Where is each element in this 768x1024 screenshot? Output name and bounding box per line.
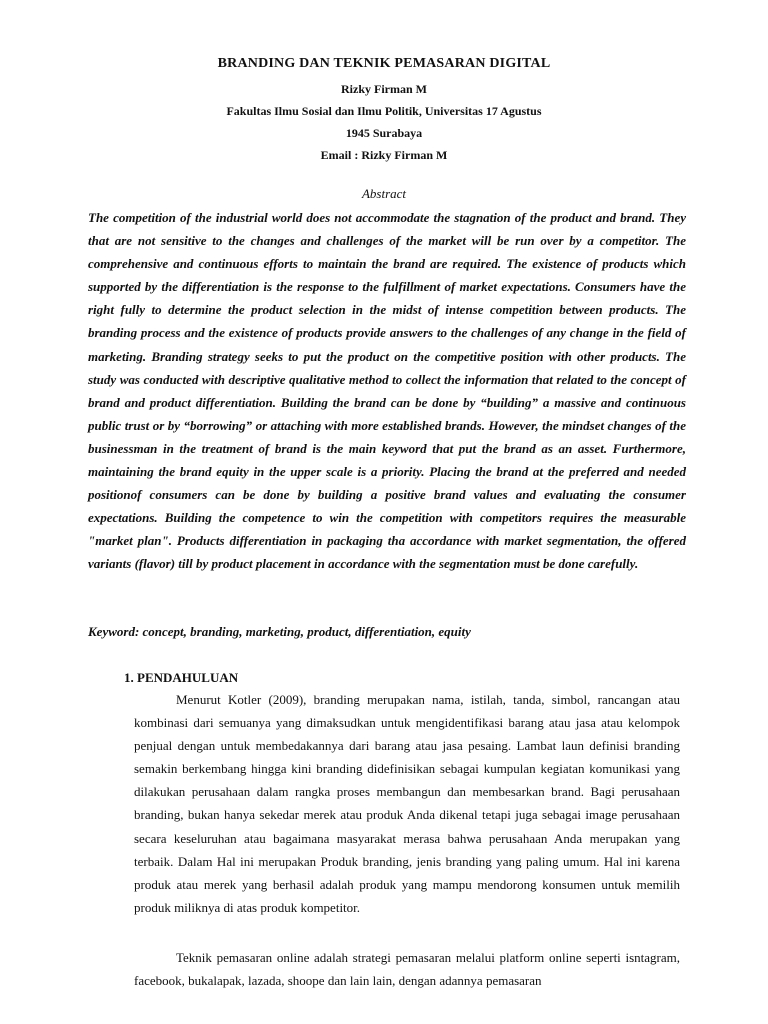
body-paragraph-2: Teknik pemasaran online adalah strategi pemasaran melalui platform online seperti isntagram, facebook, bukalapak, lazada, shoope dan lain lain, dengan adannya pemasaran [134,950,680,989]
email-line: Email : Rizky Firman M [320,148,448,162]
keywords: Keyword: concept, branding, marketing, product, differentiation, equity [88,624,471,639]
affiliation: Fakultas Ilmu Sosial dan Ilmu Politik, Universitas 17 Agustus [226,104,542,118]
section-heading: 1. PENDAHULUAN [124,670,239,685]
abstract-heading: Abstract [361,186,407,201]
affiliation-city: 1945 Surabaya [345,126,423,140]
author-name: Rizky Firman M [341,82,427,96]
abstract-text: The competition of the industrial world does not accommodate the stagnation of the product and brand. They that are not sensitive to the changes and challenges of the market will be run over by a competitor. The comprehensive and continuous efforts to maintain the brand are required. The existence of products which supported by the differentiation is the response to the fulfillment of market expectations. Consumers have the right fully to determine the product selection in the midst of intense competition between products. The branding process and the existence of products provide answers to the challenges of any change in the field of marketing. Branding strategy seeks to put the product on the competitive position with other products. The study was conducted with descriptive qualitative method to collect the information that related to the concept of brand and product differentiation. Building the brand can be done by “building” a massive and continuous public trust or by “borrowing” or attaching with more established brands. However, the mindset changes of the businessman in the treatment of brand is the main keyword that put the brand as an asset. Furthermore, maintaining the brand equity in the upper scale is a priority. Placing the brand at the preferred and needed positionof consumers can be done by building a positive brand values and evaluating the consumer expectations. Building the competence to win the competition with competitors requires the measurable "market plan". Products differentiation in packaging tha accordance with market segmentation, the offered variants (flavor) till by product placement in accordance with the segmentation must be done carefully. [88,210,686,572]
paper-title: BRANDING DAN TEKNIK PEMASARAN DIGITAL [217,56,551,71]
body-paragraph-1: Menurut Kotler (2009), branding merupakan nama, istilah, tanda, simbol, rancangan atau kombinasi dari semuanya yang dimaksudkan untuk mengidentifikasi barang atau jasa atau kelompok penjual dengan untuk membedakannya dari barang atau jasa pesaing. Lambat laun definisi branding semakin berkembang hingga kini branding didefinisikan sebagai kumpulan kegiatan komunikasi yang dilakukan perusahaan dalam rangka proses membangun dan membesarkan brand. Bagi perusahaan branding, bukan hanya sekedar merek atau produk Anda dikenal tetapi juga sebagai image perusahaan secara keseluruhan atau bagaimana masyarakat merasa bahwa perusahaan Anda merupakan yang terbaik. Dalam Hal ini merupakan Produk branding, jenis branding yang paling umum. Hal ini karena produk atau merek yang berhasil adalah produk yang mampu mendorong konsumen untuk memilih produk miliknya di atas produk kompetitor. [134,692,680,915]
